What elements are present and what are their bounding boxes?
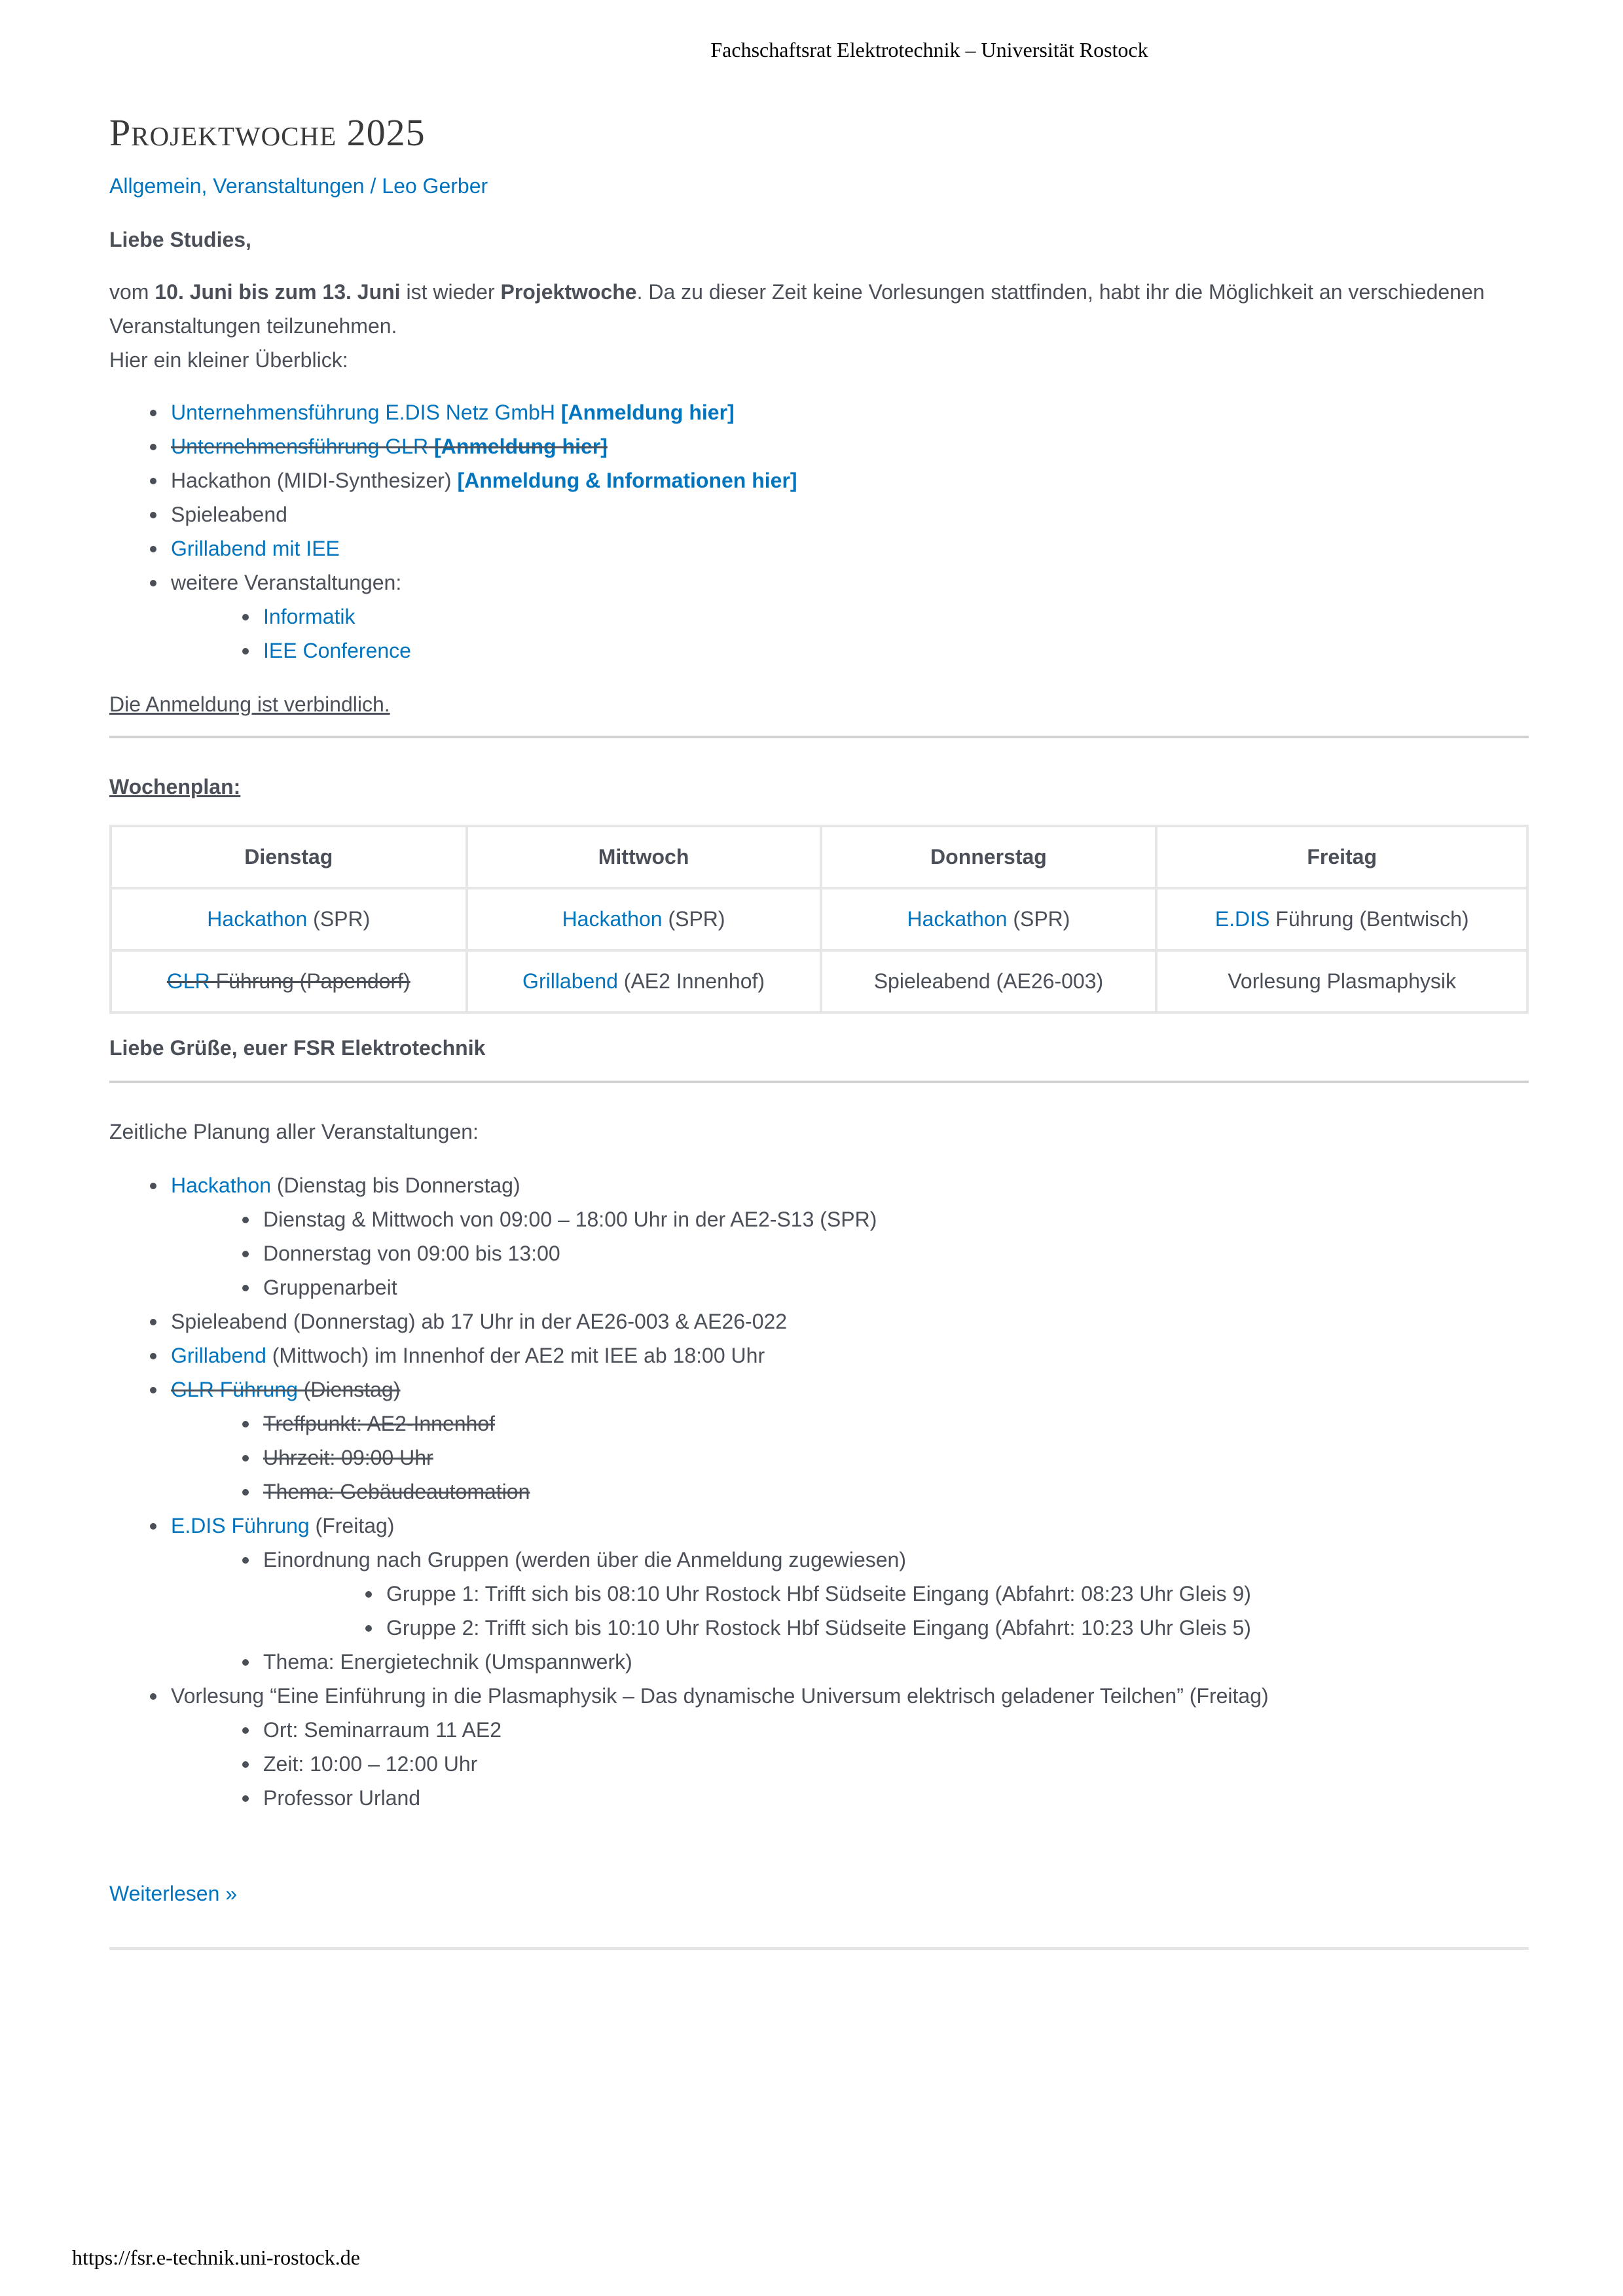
edis-signup-link[interactable]: [Anmeldung hier] bbox=[560, 401, 735, 424]
intro-dates: 10. Juni bis zum 13. Juni bbox=[155, 280, 401, 304]
intro-paragraph bbox=[109, 275, 1529, 377]
grillabend-link[interactable]: Grillabend mit IEE bbox=[171, 537, 340, 560]
table-row bbox=[111, 888, 1527, 950]
table-cell bbox=[467, 888, 821, 950]
intro-text: ist wieder bbox=[400, 280, 501, 304]
item-text: Einordnung nach Gruppen (werden über die Anmeldung zugewiesen) bbox=[263, 1548, 906, 1571]
list-item bbox=[109, 1372, 1529, 1509]
table-header: Dienstag bbox=[111, 826, 467, 888]
informatik-link[interactable]: Informatik bbox=[263, 605, 356, 628]
list-item bbox=[171, 634, 1529, 668]
list-item: Gruppe 1: Trifft sich bis 08:10 Uhr Rostock Hbf Südseite Eingang (Abfahrt: 08:23 Uhr Gleis 9) bbox=[263, 1577, 1529, 1611]
item-text: (Dienstag bis Donnerstag) bbox=[270, 1174, 520, 1197]
meta-separator: , bbox=[201, 174, 213, 198]
table-header: Mittwoch bbox=[467, 826, 821, 888]
nested-list bbox=[171, 1202, 1529, 1304]
read-more-link[interactable]: Weiterlesen » bbox=[109, 1882, 238, 1905]
item-text: (Mittwoch) im Innenhof der AE2 mit IEE ab 18:00 Uhr bbox=[266, 1344, 765, 1367]
list-item bbox=[109, 395, 1529, 429]
edis-link[interactable]: E.DIS Führung bbox=[171, 1514, 310, 1537]
cell-text: Führung (Papendorf) bbox=[210, 969, 410, 993]
list-item: Zeit: 10:00 – 12:00 Uhr bbox=[171, 1747, 1529, 1781]
table-cell bbox=[111, 888, 467, 950]
edis-link[interactable]: Unternehmensführung E.DIS Netz GmbH bbox=[171, 401, 555, 424]
list-item: Treffpunkt: AE2-Innenhof bbox=[171, 1407, 1529, 1441]
list-item bbox=[109, 1679, 1529, 1815]
list-item: Thema: Energietechnik (Umspannwerk) bbox=[171, 1645, 1529, 1679]
glr-link[interactable]: GLR bbox=[166, 969, 210, 993]
nested-list bbox=[171, 1713, 1529, 1815]
list-item bbox=[171, 1543, 1529, 1645]
list-item bbox=[109, 1509, 1529, 1679]
hackathon-link[interactable]: Hackathon bbox=[907, 907, 1008, 931]
category-link-veranstaltungen[interactable]: Veranstaltungen bbox=[213, 174, 365, 198]
weitere-text: weitere Veranstaltungen: bbox=[171, 571, 402, 594]
glr-link[interactable]: Unternehmensführung GLR bbox=[171, 435, 429, 458]
table-header: Donnerstag bbox=[821, 826, 1157, 888]
read-more-paragraph bbox=[109, 1876, 1529, 1910]
greeting: Liebe Studies, bbox=[109, 228, 251, 251]
hackathon-link[interactable]: Hackathon bbox=[562, 907, 663, 931]
intro-overview-label: Hier ein kleiner Überblick: bbox=[109, 348, 348, 372]
grillabend-link[interactable]: Grillabend bbox=[522, 969, 618, 993]
table-cell bbox=[467, 950, 821, 1013]
post-title: Projektwoche 2025 bbox=[109, 111, 426, 154]
table-cell: Vorlesung Plasmaphysik bbox=[1156, 950, 1527, 1013]
schedule-intro: Zeitliche Planung aller Veranstaltungen: bbox=[109, 1120, 479, 1143]
grillabend-link[interactable]: Grillabend bbox=[171, 1344, 266, 1367]
cell-text: Führung (Bentwisch) bbox=[1269, 907, 1469, 931]
divider bbox=[109, 736, 1529, 738]
item-text: Vorlesung “Eine Einführung in die Plasmaphysik – Das dynamische Universum elektrisch geladener Teilchen” (Freitag) bbox=[171, 1684, 1269, 1708]
edis-link[interactable]: E.DIS bbox=[1214, 907, 1270, 931]
print-page-footer: https://fsr.e-technik.uni-rostock.de bbox=[72, 2246, 360, 2269]
list-item bbox=[171, 600, 1529, 634]
binding-note: Die Anmeldung ist verbindlich. bbox=[109, 692, 390, 716]
list-item bbox=[109, 463, 1529, 497]
wochenplan-heading: Wochenplan: bbox=[109, 775, 241, 798]
table-cell bbox=[111, 950, 467, 1013]
list-item: Uhrzeit: 09:00 Uhr bbox=[171, 1441, 1529, 1475]
list-item bbox=[109, 1168, 1529, 1304]
list-item bbox=[109, 1338, 1529, 1372]
item-text: (Dienstag) bbox=[297, 1378, 401, 1401]
overview-list bbox=[109, 395, 1529, 668]
intro-text: vom bbox=[109, 280, 155, 304]
category-link-allgemein[interactable]: Allgemein bbox=[109, 174, 202, 198]
glr-signup-link[interactable]: [Anmeldung hier] bbox=[434, 435, 608, 458]
item-text: (Freitag) bbox=[309, 1514, 395, 1537]
iee-conference-link[interactable]: IEE Conference bbox=[263, 639, 411, 662]
print-page-header: Fachschaftsrat Elektrotechnik – Universität Rostock bbox=[710, 38, 1148, 62]
hackathon-signup-link[interactable]: [Anmeldung & Informationen hier] bbox=[457, 469, 797, 492]
list-item bbox=[109, 429, 1529, 463]
meta-separator: / bbox=[364, 174, 382, 198]
spieleabend-text: Spieleabend bbox=[171, 503, 287, 526]
nested-list bbox=[263, 1577, 1529, 1645]
list-item: Dienstag & Mittwoch von 09:00 – 18:00 Uhr in der AE2-S13 (SPR) bbox=[171, 1202, 1529, 1236]
table-header-row bbox=[111, 826, 1527, 888]
list-item: Thema: Gebäudeautomation bbox=[171, 1475, 1529, 1509]
intro-projektwoche: Projektwoche bbox=[500, 280, 637, 304]
list-item bbox=[109, 497, 1529, 531]
nested-list bbox=[171, 1543, 1529, 1679]
cell-text: (SPR) bbox=[1007, 907, 1070, 931]
closing-text: Liebe Grüße, euer FSR Elektrotechnik bbox=[109, 1036, 486, 1060]
list-item: Gruppenarbeit bbox=[171, 1270, 1529, 1304]
cell-text: (SPR) bbox=[307, 907, 371, 931]
weekly-plan-table bbox=[109, 825, 1529, 1014]
list-item bbox=[109, 531, 1529, 565]
intro-text: . Da zu dieser Zeit keine Vorlesungen stattfinden, habt ihr die Möglichkeit an verschiedenen Veranstaltungen teilzunehmen. bbox=[109, 280, 1485, 338]
list-item: Spieleabend (Donnerstag) ab 17 Uhr in der AE26-003 & AE26-022 bbox=[109, 1304, 1529, 1338]
hackathon-link[interactable]: Hackathon bbox=[207, 907, 308, 931]
table-row bbox=[111, 950, 1527, 1013]
list-item bbox=[109, 565, 1529, 668]
hackathon-link[interactable]: Hackathon bbox=[171, 1174, 271, 1197]
cell-text: (SPR) bbox=[662, 907, 725, 931]
list-item: Gruppe 2: Trifft sich bis 10:10 Uhr Rostock Hbf Südseite Eingang (Abfahrt: 10:23 Uhr Gleis 5) bbox=[263, 1611, 1529, 1645]
divider bbox=[109, 1947, 1529, 1950]
schedule-list bbox=[109, 1168, 1529, 1815]
post-article bbox=[109, 105, 1529, 1950]
post-meta bbox=[109, 169, 1529, 203]
divider bbox=[109, 1081, 1529, 1083]
hackathon-text: Hackathon (MIDI-Synthesizer) bbox=[171, 469, 458, 492]
author-link[interactable]: Leo Gerber bbox=[382, 174, 488, 198]
list-item: Donnerstag von 09:00 bis 13:00 bbox=[171, 1236, 1529, 1270]
table-header: Freitag bbox=[1156, 826, 1527, 888]
nested-list bbox=[171, 600, 1529, 668]
glr-link[interactable]: GLR Führung bbox=[171, 1378, 298, 1401]
table-cell bbox=[821, 888, 1157, 950]
nested-list bbox=[171, 1407, 1529, 1509]
cell-text: (AE2 Innenhof) bbox=[617, 969, 765, 993]
table-cell bbox=[1156, 888, 1527, 950]
list-item: Ort: Seminarraum 11 AE2 bbox=[171, 1713, 1529, 1747]
table-cell: Spieleabend (AE26-003) bbox=[821, 950, 1157, 1013]
list-item: Professor Urland bbox=[171, 1781, 1529, 1815]
